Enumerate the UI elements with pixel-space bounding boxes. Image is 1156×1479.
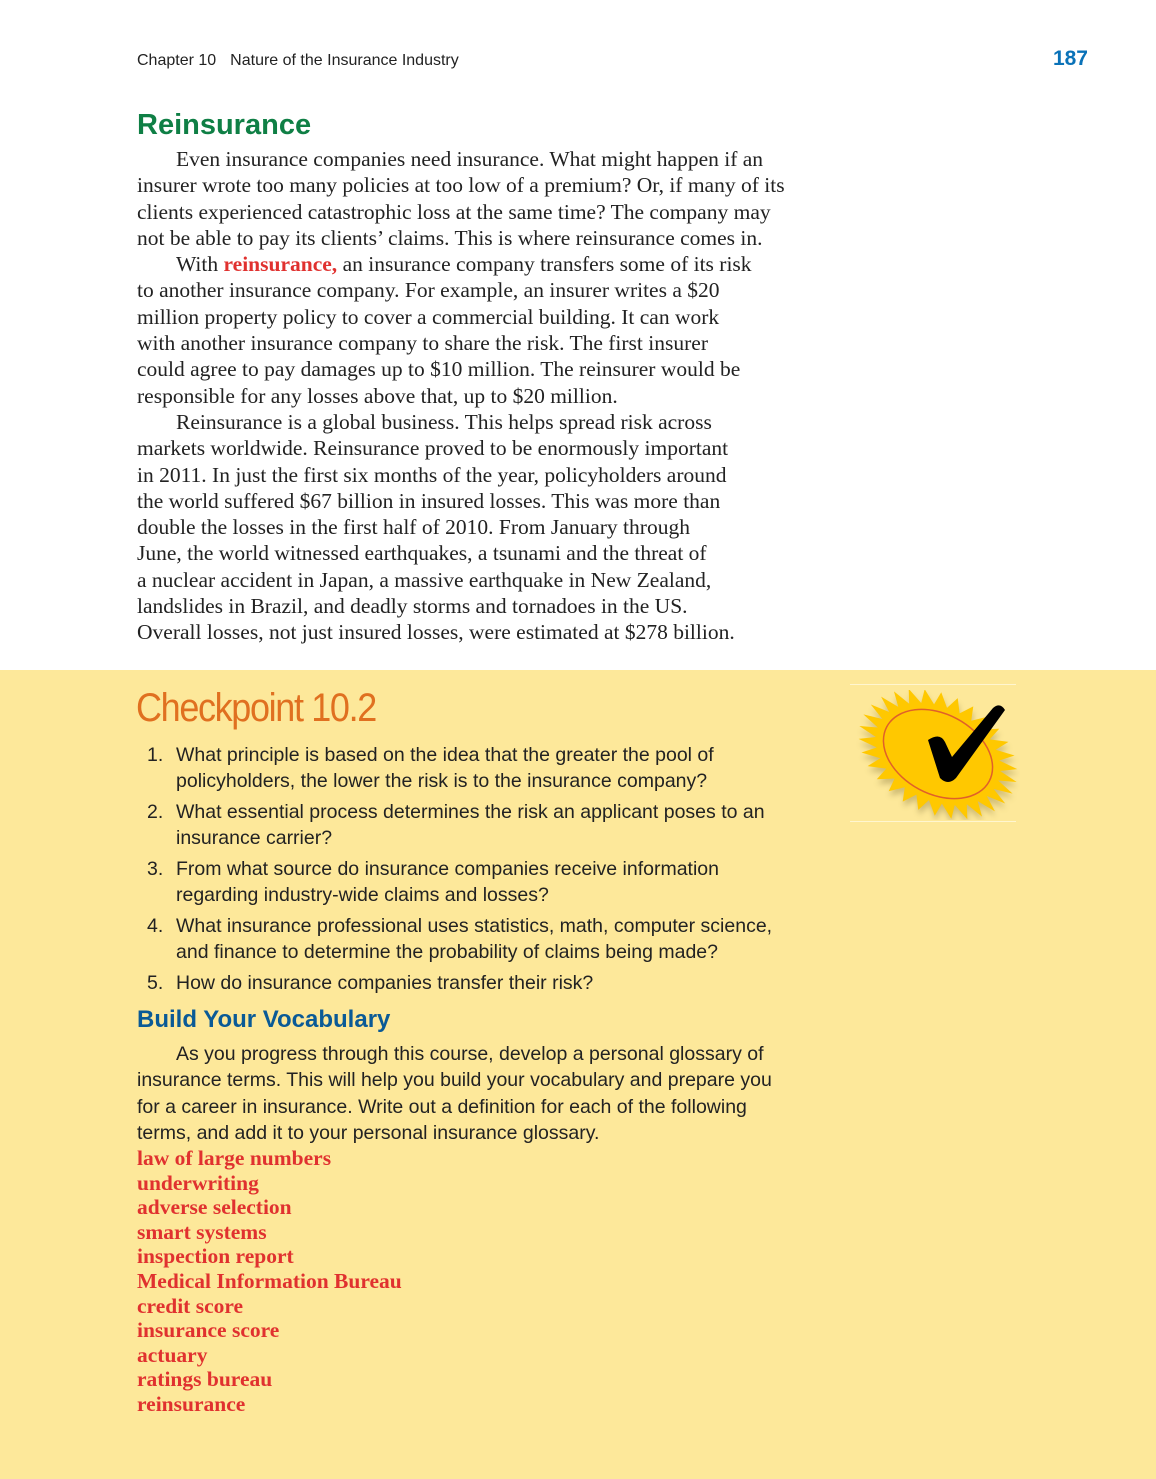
question-line: insurance carrier? [176,827,333,849]
page-number: 187 [1052,47,1088,70]
vocabulary-term: credit score [137,1293,244,1318]
text-run: not be able to pay its clients’ claims. This is where reinsurance comes in. [137,225,763,250]
question-item [147,856,847,908]
vocabulary-term: reinsurance [137,1391,246,1416]
paragraph-line [137,435,857,461]
question-number: 3. [147,858,164,880]
vocabulary-term: smart systems [137,1219,267,1244]
text-run: the world suffered $67 billion in insured losses. This was more than [137,488,721,513]
question-item [147,799,847,851]
paragraph-line [137,383,857,409]
vocabulary-term: law of large numbers [137,1146,332,1170]
text-run: double the losses in the first half of 2010. From January through [137,515,690,540]
vocabulary-term: actuary [137,1342,208,1367]
section-title: Reinsurance [137,109,312,141]
vocabulary-term: underwriting [137,1170,259,1195]
paragraph-line [137,225,857,251]
question-text [176,856,719,908]
text-run: Overall losses, not just insured losses, were estimated at $278 billion. [137,620,735,645]
question-line: regarding industry-wide claims and losses? [176,884,549,906]
paragraph-line [137,304,857,330]
paragraph-line [137,619,857,645]
paragraph-line [137,199,857,225]
chapter-number: Chapter 10 [137,52,217,69]
vocabulary-title: Build Your Vocabulary [137,1006,391,1033]
text-run: markets worldwide. Reinsurance proved to be enormously important [137,436,729,461]
question-text [176,970,593,996]
intro-line: for a career in insurance. Write out a definition for each of the following [137,1095,747,1118]
running-header [137,52,459,70]
paragraph-line [137,172,857,198]
paragraph-line [137,251,857,277]
question-item [147,742,847,794]
text-run: With [176,252,224,277]
checkpoint-title: Checkpoint 10.2 [136,686,376,730]
text-run: an insurance company transfers some of its risk [337,252,752,277]
paragraph-line [137,277,857,303]
paragraph-line [137,356,857,382]
question-text [176,742,714,794]
vocabulary-term: inspection report [137,1244,294,1269]
paragraph-line [137,540,857,566]
paragraph-line [137,330,857,356]
question-number: 1. [147,744,164,766]
question-line: What principle is based on the idea that the greater the pool of [176,744,714,766]
vocabulary-intro [137,1041,772,1146]
text-run: insurer wrote too many policies at too low of a premium? Or, if many of its [137,173,785,198]
checkmark-badge-icon [850,690,1020,825]
paragraph-line [137,488,857,514]
text-run: Reinsurance is a global business. This helps spread risk across [176,409,712,434]
question-text [176,799,765,851]
paragraph-line [137,409,857,435]
vocabulary-terms [137,1146,402,1417]
chapter-title: Nature of the Insurance Industry [230,52,459,69]
question-line: policyholders, the lower the risk is to the insurance company? [176,770,708,792]
question-number: 5. [147,972,164,994]
question-line: From what source do insurance companies receive information [176,858,720,880]
vocabulary-term: ratings bureau [137,1367,273,1392]
divider [850,821,1016,822]
text-run: could agree to pay damages up to $10 million. The reinsurer would be [137,357,741,382]
key-term: reinsurance, [223,252,338,277]
paragraph-line [137,593,857,619]
text-run: clients experienced catastrophic loss at the same time? The company may [137,199,771,224]
vocabulary-term: adverse selection [137,1195,292,1220]
text-run: in 2011. In just the first six months of the year, policyholders around [137,462,727,487]
paragraph-line [137,567,857,593]
question-line: and finance to determine the probability of claims being made? [176,941,718,963]
section-body [137,146,857,646]
text-run: a nuclear accident in Japan, a massive earthquake in New Zealand, [137,567,712,592]
checkpoint-questions [147,742,847,1001]
text-run: responsible for any losses above that, up to $20 million. [137,383,618,408]
question-text [176,913,772,965]
question-line: What essential process determines the risk an applicant poses to an [176,801,765,823]
question-item [147,913,847,965]
intro-line: As you progress through this course, develop a personal glossary of [176,1043,764,1065]
paragraph-line [137,462,857,488]
question-line: What insurance professional uses statistics, math, computer science, [176,915,773,937]
paragraph-line [137,514,857,540]
question-item [147,970,847,996]
question-number: 4. [147,915,164,937]
question-number: 2. [147,801,164,823]
text-run: June, the world witnessed earthquakes, a tsunami and the threat of [137,541,707,566]
vocabulary-term: insurance score [137,1318,280,1343]
intro-line: terms, and add it to your personal insurance glossary. [137,1121,600,1144]
text-run: to another insurance company. For example, an insurer writes a $20 [137,278,720,303]
divider [850,684,1016,685]
text-run: million property policy to cover a commercial building. It can work [137,304,720,329]
text-run: landslides in Brazil, and deadly storms and tornadoes in the US. [137,594,688,619]
paragraph-line [137,146,857,172]
text-run: with another insurance company to share the risk. The first insurer [137,331,708,356]
question-line: How do insurance companies transfer their risk? [176,972,594,994]
text-run: Even insurance companies need insurance. What might happen if an [176,147,764,171]
vocabulary-term: Medical Information Bureau [137,1268,402,1293]
intro-line: insurance terms. This will help you build your vocabulary and prepare you [137,1069,772,1092]
